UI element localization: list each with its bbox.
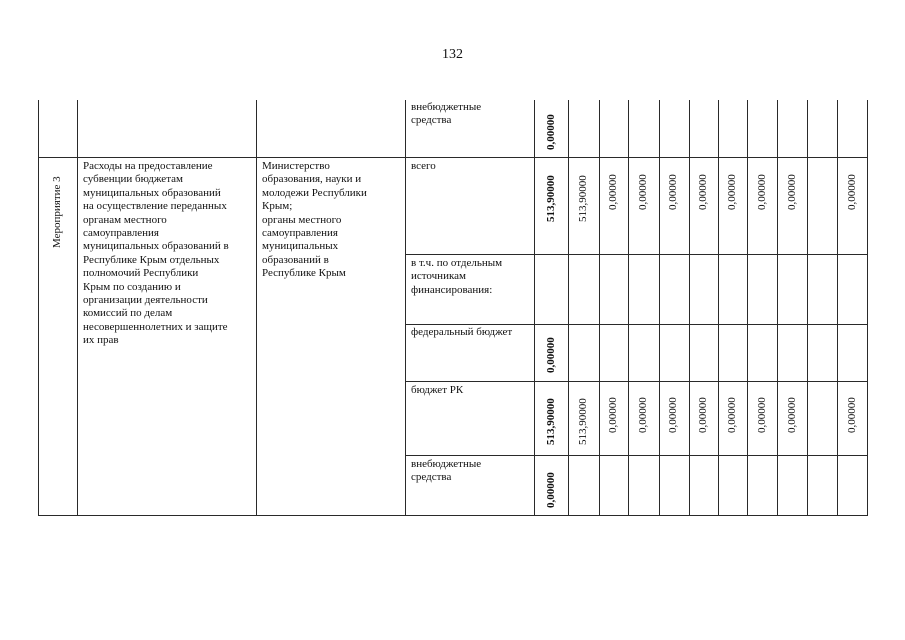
col-border [628, 100, 629, 516]
total-value: 0,00000 [545, 337, 557, 373]
page-number: 132 [442, 47, 463, 62]
col-border [718, 100, 719, 516]
source-label: внебюджетные средства [411, 458, 482, 484]
row-border [38, 157, 868, 158]
year-value: 513,90000 [577, 175, 589, 222]
col-border [38, 100, 39, 516]
event-description: Расходы на предоставление субвенции бюджетам муниципальных образований на осуществление переданных органам местного самоуправления муниципальных образований в Республике Крым отдельных полномочий Республики Крым по созданию и организации деятельности комиссий по делам несовершеннолетних и защите их прав [83, 160, 229, 347]
prev-total-value: 0,00000 [545, 114, 557, 150]
year-value: 0,00000 [756, 174, 768, 210]
year-value: 0,00000 [697, 174, 709, 210]
total-value: 0,00000 [545, 472, 557, 508]
year-value: 0,00000 [756, 397, 768, 433]
col-border [77, 100, 78, 516]
row-border [405, 254, 868, 255]
year-value: 0,00000 [667, 397, 679, 433]
row-border [38, 515, 868, 516]
executor-text: Министерство образования, науки и молодежи Республики Крым; органы местного самоуправления муниципальных образований в Республике Крым [262, 160, 367, 280]
source-label: в т.ч. по отдельным источникам финансирования: [411, 257, 503, 296]
year-value: 0,00000 [726, 397, 738, 433]
year-value: 0,00000 [846, 174, 858, 210]
col-border [599, 100, 600, 516]
year-value: 0,00000 [697, 397, 709, 433]
prev-source-label: внебюджетные средства [411, 101, 482, 127]
year-value: 0,00000 [726, 174, 738, 210]
col-border [256, 100, 257, 516]
year-value: 0,00000 [637, 397, 649, 433]
year-value: 0,00000 [786, 174, 798, 210]
col-border [867, 100, 868, 516]
year-value: 0,00000 [607, 397, 619, 433]
col-border [689, 100, 690, 516]
year-value: 0,00000 [846, 397, 858, 433]
row-border [405, 455, 868, 456]
year-value: 0,00000 [786, 397, 798, 433]
col-border [534, 100, 535, 516]
row-border [405, 381, 868, 382]
year-value: 0,00000 [667, 174, 679, 210]
source-label: бюджет РК [411, 384, 464, 396]
event-label: Мероприятие 3 [51, 176, 63, 248]
row-border [405, 324, 868, 325]
col-border [747, 100, 748, 516]
col-border [837, 100, 838, 516]
col-border [659, 100, 660, 516]
year-value: 0,00000 [637, 174, 649, 210]
col-border [405, 100, 406, 516]
col-border [568, 100, 569, 516]
col-border [807, 100, 808, 516]
year-value: 0,00000 [607, 174, 619, 210]
total-value: 513,90000 [545, 398, 557, 445]
total-value: 513,90000 [545, 175, 557, 222]
source-label: федеральный бюджет [411, 326, 513, 338]
col-border [777, 100, 778, 516]
source-label: всего [411, 160, 436, 172]
year-value: 513,90000 [577, 398, 589, 445]
